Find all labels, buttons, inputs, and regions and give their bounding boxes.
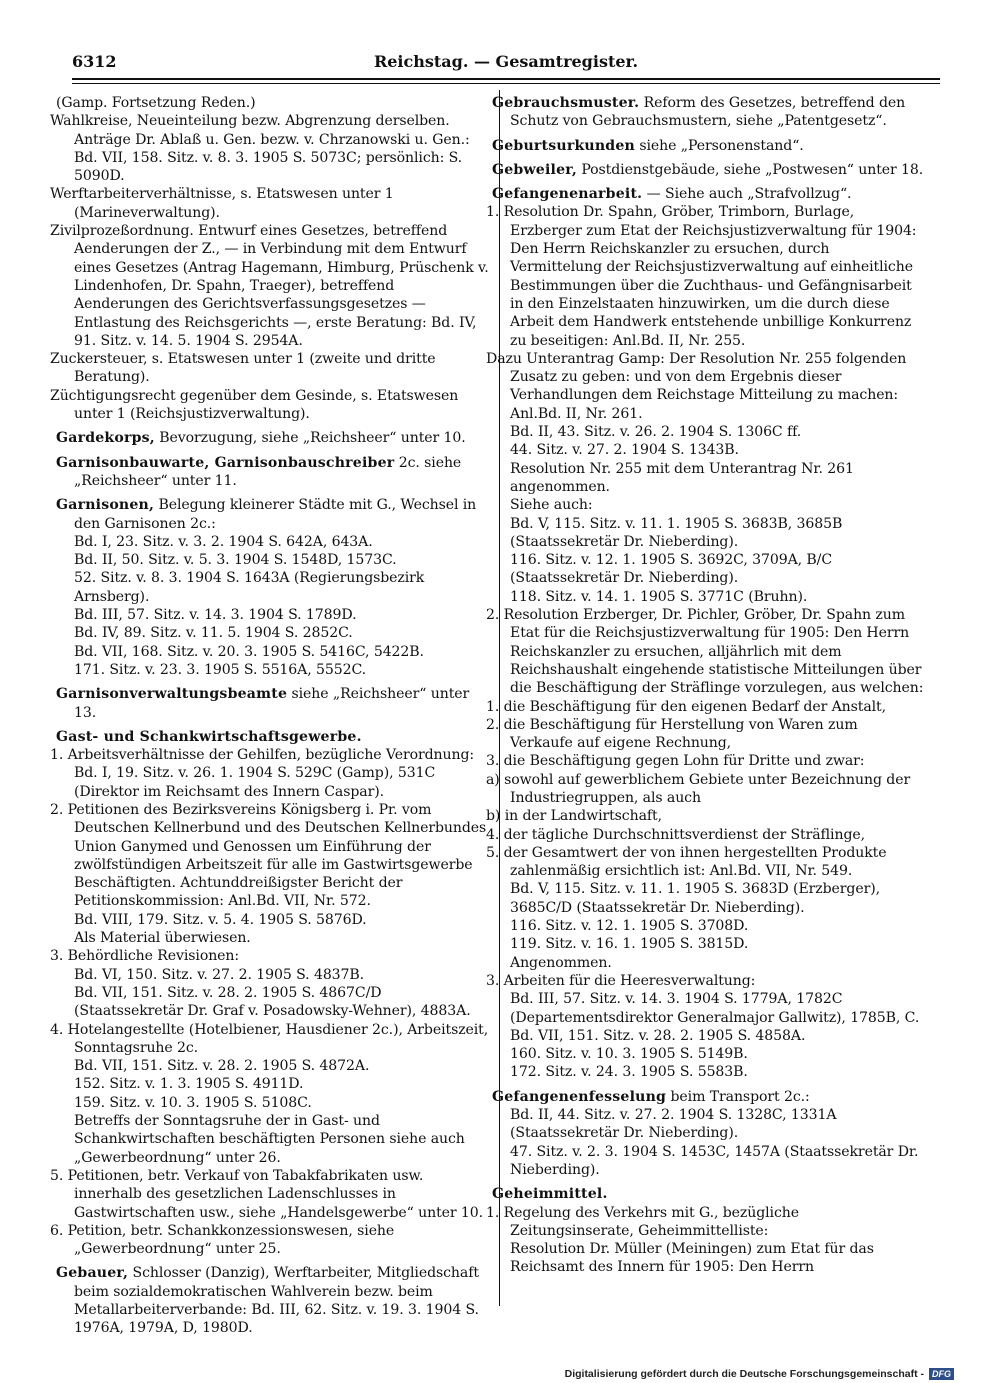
entry-text: Bd. V, 115. Sitz. v. 11. 1. 1905 S. 3683D (Erzberger), 3685C/D (Staatssekretär Dr. Nieberding). <box>510 881 880 916</box>
index-subentry <box>74 911 490 929</box>
index-entry <box>492 1185 924 1203</box>
index-subentry <box>510 551 924 588</box>
entry-text: 171. Sitz. v. 23. 3. 1905 S. 5516A, 5552C. <box>74 661 367 678</box>
entry-keyword: Gast- und Schankwirtschaftsgewerbe. <box>56 728 362 745</box>
index-subentry <box>510 1063 924 1081</box>
entry-text: Resolution Nr. 255 mit dem Unterantrag Nr. 261 angenommen. <box>510 460 854 495</box>
entry-text: 3. Arbeiten für die Heeresverwaltung: <box>486 972 756 989</box>
index-subentry <box>510 496 924 514</box>
index-entry <box>492 185 924 203</box>
entry-keyword: Garnisonen, <box>56 497 155 514</box>
entry-text: 2. die Beschäftigung für Herstellung von Waren zum Verkaufe auf eigene Rechnung, <box>486 716 858 752</box>
index-subentry <box>486 350 924 423</box>
entry-text: 1. Resolution Dr. Spahn, Gröber, Trimborn, Burlage, Erzberger zum Etat der Reichsjustizverwaltung für 1904: Den Herrn Reichskanzler zu ersuchen, durch Vermittelung der Reichsjustizverwaltung auf einheitliche Bestimmungen über die Zuchthaus- und Gefängnisarbeit in den Einzelstaaten hinzuwirken, um die durch diese Arbeit dem Handwerk entstehende unbillige Konkurrenz zu beseitigen: Anl.Bd. II, Nr. 255. <box>486 204 917 349</box>
index-subentry <box>510 1045 924 1063</box>
entry-text: 152. Sitz. v. 1. 3. 1905 S. 4911D. <box>74 1076 304 1093</box>
index-subentry <box>510 1143 924 1180</box>
index-subentry <box>50 1021 490 1058</box>
entry-text: Siehe auch: <box>510 497 593 514</box>
index-subentry <box>50 947 490 965</box>
index-entry <box>56 496 490 533</box>
index-subentry <box>486 826 924 844</box>
index-subentry <box>50 185 490 222</box>
entry-text: 44. Sitz. v. 27. 2. 1904 S. 1343B. <box>510 442 739 459</box>
footer-credit <box>565 1368 954 1380</box>
entry-text: 2c. siehe „Reichsheer“ unter 11. <box>74 454 462 489</box>
page-number: 6312 <box>72 52 117 71</box>
entry-text: Bd. II, 44. Sitz. v. 27. 2. 1904 S. 1328C, 1331A (Staatssekretär Dr. Nieberding). <box>510 1107 837 1142</box>
entry-text: siehe „Personenstand“. <box>639 137 804 154</box>
entry-text: 1. Regelung des Verkehrs mit G., bezügliche Zeitungsinserate, Geheimmittelliste: <box>486 1204 799 1239</box>
page-header <box>72 52 940 80</box>
entry-text: Resolution Dr. Müller (Meiningen) zum Etat für das Reichsamt des Innern für 1905: Den Herrn <box>510 1241 874 1276</box>
entry-text: Postdienstgebäude, siehe „Postwesen“ unter 18. <box>581 161 924 178</box>
index-subentry <box>486 203 924 349</box>
entry-text: 5. der Gesamtwert der von ihnen hergestellten Produkte zahlenmäßig ersichtlich ist: Anl.Bd. VII, Nr. 549. <box>486 844 887 880</box>
index-subentry <box>510 423 924 441</box>
index-subentry <box>74 966 490 984</box>
entry-text: Angenommen. <box>510 954 612 971</box>
index-entry <box>492 161 924 179</box>
index-subentry <box>50 350 490 387</box>
entry-text: 1. die Beschäftigung für den eigenen Bedarf der Anstalt, <box>486 698 887 715</box>
entry-keyword: Gebrauchsmuster. <box>492 95 640 111</box>
running-title: Reichstag. — Gesamtregister. <box>373 52 639 71</box>
index-subentry <box>74 661 490 679</box>
header-rule-thin <box>72 83 940 84</box>
index-subentry <box>486 972 924 990</box>
index-subentry <box>510 917 924 935</box>
entry-keyword: Gebauer, <box>56 1265 129 1282</box>
index-subentry <box>486 716 924 753</box>
right-column <box>486 94 924 1277</box>
entry-text: Bd. VII, 151. Sitz. v. 28. 2. 1905 S. 4858A. <box>510 1027 806 1044</box>
entry-text: Bd. VI, 150. Sitz. v. 27. 2. 1905 S. 4837B. <box>74 966 365 983</box>
entry-text: Bd. V, 115. Sitz. v. 11. 1. 1905 S. 3683B, 3685B (Staatssekretär Dr. Nieberding). <box>510 515 843 550</box>
entry-text: a) sowohl auf gewerblichem Gebiete unter Bezeichnung der Industriegruppen, als auch <box>486 771 911 806</box>
entry-text: 5. Petitionen, betr. Verkauf von Tabakfabrikaten usw. innerhalb des gesetzlichen Ladenschlusses in Gastwirtschaften usw., siehe „Handelsgewerbe“ unter 10. <box>50 1167 484 1221</box>
index-subentry <box>74 606 490 624</box>
index-subentry <box>74 624 490 642</box>
entry-keyword: Gefangenenarbeit. <box>492 186 643 203</box>
entry-text: Bd. II, 50. Sitz. v. 5. 3. 1904 S. 1548D, 1573C. <box>74 552 397 569</box>
entry-text: 2. Petitionen des Bezirksvereins Königsberg i. Pr. vom Deutschen Kellnerbund und des Deutschen Kellnerbundes Union Ganymed und Genossen um Einführung der zwölfstündigen Arbeitszeit für alle im Gastwirtsgewerbe Beschäftigten. Achtunddreißigster Bericht der Petitionskommission: Anl.Bd. VII, Nr. 572. <box>50 801 487 910</box>
index-subentry <box>510 1027 924 1045</box>
entry-text: — Siehe auch „Strafvollzug“. <box>646 186 852 203</box>
entry-text: 3. die Beschäftigung gegen Lohn für Dritte und zwar: <box>486 753 865 770</box>
entry-text: 3. Behördliche Revisionen: <box>50 948 240 965</box>
entry-text: Bd. VII, 151. Sitz. v. 28. 2. 1905 S. 4872A. <box>74 1058 370 1075</box>
index-subentry <box>510 880 924 917</box>
entry-text: Bd. IV, 89. Sitz. v. 11. 5. 1904 S. 2852C. <box>74 625 353 642</box>
index-subentry <box>510 1106 924 1143</box>
entry-text: beim Transport 2c.: <box>670 1088 810 1105</box>
entry-text: siehe „Reichsheer“ unter 13. <box>74 686 470 721</box>
entry-text: Dazu Unterantrag Gamp: Der Resolution Nr. 255 folgenden Zusatz zu geben: und von dem Ergebnis dieser Verhandlungen dem Reichstage Mitteilung zu machen: Anl.Bd. II, Nr. 261. <box>486 350 907 422</box>
index-subentry <box>510 954 924 972</box>
entry-text: Bd. III, 57. Sitz. v. 14. 3. 1904 S. 1779A, 1782C (Departementsdirektor Generalmajor Gallwitz), 1785B, C. <box>510 991 920 1026</box>
entry-text: 172. Sitz. v. 24. 3. 1905 S. 5583B. <box>510 1064 748 1081</box>
index-subentry <box>50 1222 490 1259</box>
index-subentry <box>74 1057 490 1075</box>
entry-text: Belegung kleinerer Städte mit G., Wechsel in den Garnisonen 2c.: <box>74 497 477 532</box>
index-subentry <box>50 1167 490 1222</box>
index-subentry <box>510 460 924 497</box>
entry-text: 4. Hotelangestellte (Hotelbiener, Hausdiener 2c.), Arbeitszeit, Sonntagsruhe 2c. <box>50 1021 489 1056</box>
entry-text: 47. Sitz. v. 2. 3. 1904 S. 1453C, 1457A (Staatssekretär Dr. Nieberding). <box>510 1143 919 1178</box>
index-subentry <box>74 1112 490 1167</box>
entry-text: 52. Sitz. v. 8. 3. 1904 S. 1643A (Regierungsbezirk Arnsberg). <box>74 570 425 605</box>
index-subentry <box>510 588 924 606</box>
entry-text: Züchtigungsrecht gegenüber dem Gesinde, s. Etatswesen unter 1 (Reichsjustizverwaltung). <box>50 387 459 423</box>
index-subentry <box>74 984 490 1021</box>
index-subentry <box>74 1075 490 1093</box>
index-subentry <box>486 807 924 825</box>
index-subentry <box>510 990 924 1027</box>
entry-keyword: Garnisonbauwarte, Garnisonbauschreiber <box>56 454 395 471</box>
index-entry <box>492 1088 924 1106</box>
entry-text: 4. der tägliche Durchschnittsverdienst der Sträflinge, <box>486 826 865 843</box>
entry-text: 160. Sitz. v. 10. 3. 1905 S. 5149B. <box>510 1046 748 1063</box>
entry-text: (Gamp. Fortsetzung Reden.) <box>56 95 256 111</box>
entry-text: Werftarbeiterverhältnisse, s. Etatswesen unter 1 (Marineverwaltung). <box>50 186 394 221</box>
index-entry <box>56 454 490 491</box>
index-subentry <box>50 746 490 801</box>
index-subentry <box>50 387 490 424</box>
left-column <box>50 94 490 1338</box>
entry-text: 119. Sitz. v. 16. 1. 1905 S. 3815D. <box>510 936 749 953</box>
entry-text: b) in der Landwirtschaft, <box>486 808 662 825</box>
entry-text: Schlosser (Danzig), Werftarbeiter, Mitgliedschaft beim sozialdemokratischen Wahlverein bezw. beim Metallarbeiterverbande: Bd. III, 62. Sitz. v. 19. 3. 1904 S. 1976A, 1979A, D, 1980D. <box>74 1265 479 1337</box>
entry-keyword: Geheimmittel. <box>492 1186 608 1203</box>
entry-keyword: Garnisonverwaltungsbeamte <box>56 686 288 703</box>
index-subentry <box>486 1204 924 1241</box>
entry-text: Bd. II, 43. Sitz. v. 26. 2. 1904 S. 1306C ff. <box>510 424 802 441</box>
entry-text: 116. Sitz. v. 12. 1. 1905 S. 3708D. <box>510 918 749 935</box>
footer-text: Digitalisierung gefördert durch die Deutsche Forschungsgemeinschaft - <box>564 1368 924 1380</box>
index-subentry <box>486 752 924 770</box>
entry-text: Reform des Gesetzes, betreffend den Schutz von Gebrauchsmustern, siehe „Patentgesetz“. <box>510 95 906 130</box>
index-subentry <box>510 935 924 953</box>
entry-text: Betreffs der Sonntagsruhe der in Gast- und Schankwirtschaften beschäftigten Personen siehe auch „Gewerbeordnung“ unter 26. <box>74 1113 465 1166</box>
entry-text: 159. Sitz. v. 10. 3. 1905 S. 5108C. <box>74 1094 312 1111</box>
entry-text: Bd. VIII, 179. Sitz. v. 5. 4. 1905 S. 5876D. <box>74 911 367 928</box>
index-subentry <box>56 94 490 112</box>
entry-text: 1. Arbeitsverhältnisse der Gehilfen, bezügliche Verordnung: Bd. I, 19. Sitz. v. 26. 1. 1904 S. 529C (Gamp), 531C (Direktor im Reichsamt des Innern Caspar). <box>50 747 475 800</box>
index-subentry <box>74 643 490 661</box>
index-subentry <box>50 801 490 911</box>
entry-text: Zivilprozeßordnung. Entwurf eines Gesetzes, betreffend Aenderungen der Z., — in Verbindung mit dem Entwurf eines Gesetzes (Antrag Hagemann, Himburg, Prüschenk v. Lindenhofen, Dr. Spahn, Traeger), betreffend Aenderungen des Gerichtsverfassungsgesetzes — Entlastung des Reichsgerichts —, erste Beratung: Bd. IV, 91. Sitz. v. 14. 5. 1904 S. 2954A. <box>50 223 489 349</box>
entry-text: Bd. VII, 168. Sitz. v. 20. 3. 1905 S. 5416C, 5422B. <box>74 643 424 660</box>
entry-text: Bevorzugung, siehe „Reichsheer“ unter 10. <box>159 430 466 447</box>
index-entry <box>56 685 490 722</box>
index-entry <box>56 429 490 447</box>
entry-text: 116. Sitz. v. 12. 1. 1905 S. 3692C, 3709A, B/C (Staatssekretär Dr. Nieberding). <box>510 552 833 587</box>
index-subentry <box>74 1094 490 1112</box>
entry-text: Bd. VII, 151. Sitz. v. 28. 2. 1905 S. 4867C/D (Staatssekretär Dr. Graf v. Posadowsky-Wehner), 4883A. <box>74 984 471 1020</box>
entry-text: Bd. I, 23. Sitz. v. 3. 2. 1904 S. 642A, 643A. <box>74 533 373 550</box>
entry-text: 2. Resolution Erzberger, Dr. Pichler, Gröber, Dr. Spahn zum Etat für die Reichsjustizverwaltung für 1905: Den Herrn Reichskanzler zu ersuchen, alljährlich mit dem Reichshaushalt eingehende statistische Mitteilungen über die Beschäftigung der Sträflinge vorzulegen, aus welchen: <box>486 607 924 697</box>
index-subentry <box>74 551 490 569</box>
index-entry <box>56 728 490 746</box>
index-entry <box>492 137 924 155</box>
entry-keyword: Geburtsurkunden <box>492 137 635 154</box>
index-subentry <box>50 112 490 185</box>
index-subentry <box>50 222 490 350</box>
index-subentry <box>74 929 490 947</box>
dfg-logo: DFG <box>929 1368 954 1380</box>
entry-keyword: Gebweiler, <box>492 161 577 178</box>
entry-text: Zuckersteuer, s. Etatswesen unter 1 (zweite und dritte Beratung). <box>50 351 436 386</box>
index-subentry <box>486 606 924 697</box>
index-subentry <box>510 441 924 459</box>
index-subentry <box>486 698 924 716</box>
index-subentry <box>510 1240 924 1277</box>
index-entry <box>492 94 924 131</box>
index-subentry <box>486 844 924 881</box>
entry-text: 118. Sitz. v. 14. 1. 1905 S. 3771C (Bruhn). <box>510 588 808 605</box>
entry-text: Wahlkreise, Neueinteilung bezw. Abgrenzung derselben. Anträge Dr. Ablaß u. Gen. bezw. v. Chrzanowski u. Gen.: Bd. VII, 158. Sitz. v. 8. 3. 1905 S. 5073C; persönlich: S. 5090D. <box>50 113 470 185</box>
entry-text: Als Material überwiesen. <box>74 930 251 947</box>
index-subentry <box>74 533 490 551</box>
index-subentry <box>510 515 924 552</box>
entry-keyword: Gefangenenfesselung <box>492 1088 667 1105</box>
entry-text: 6. Petition, betr. Schankkonzessionswesen, siehe „Gewerbeordnung“ unter 25. <box>50 1222 395 1258</box>
entry-text: Bd. III, 57. Sitz. v. 14. 3. 1904 S. 1789D. <box>74 607 357 624</box>
index-subentry <box>486 771 924 808</box>
index-subentry <box>74 569 490 606</box>
index-entry <box>56 1264 490 1337</box>
entry-keyword: Gardekorps, <box>56 430 155 447</box>
header-rule <box>72 78 940 80</box>
